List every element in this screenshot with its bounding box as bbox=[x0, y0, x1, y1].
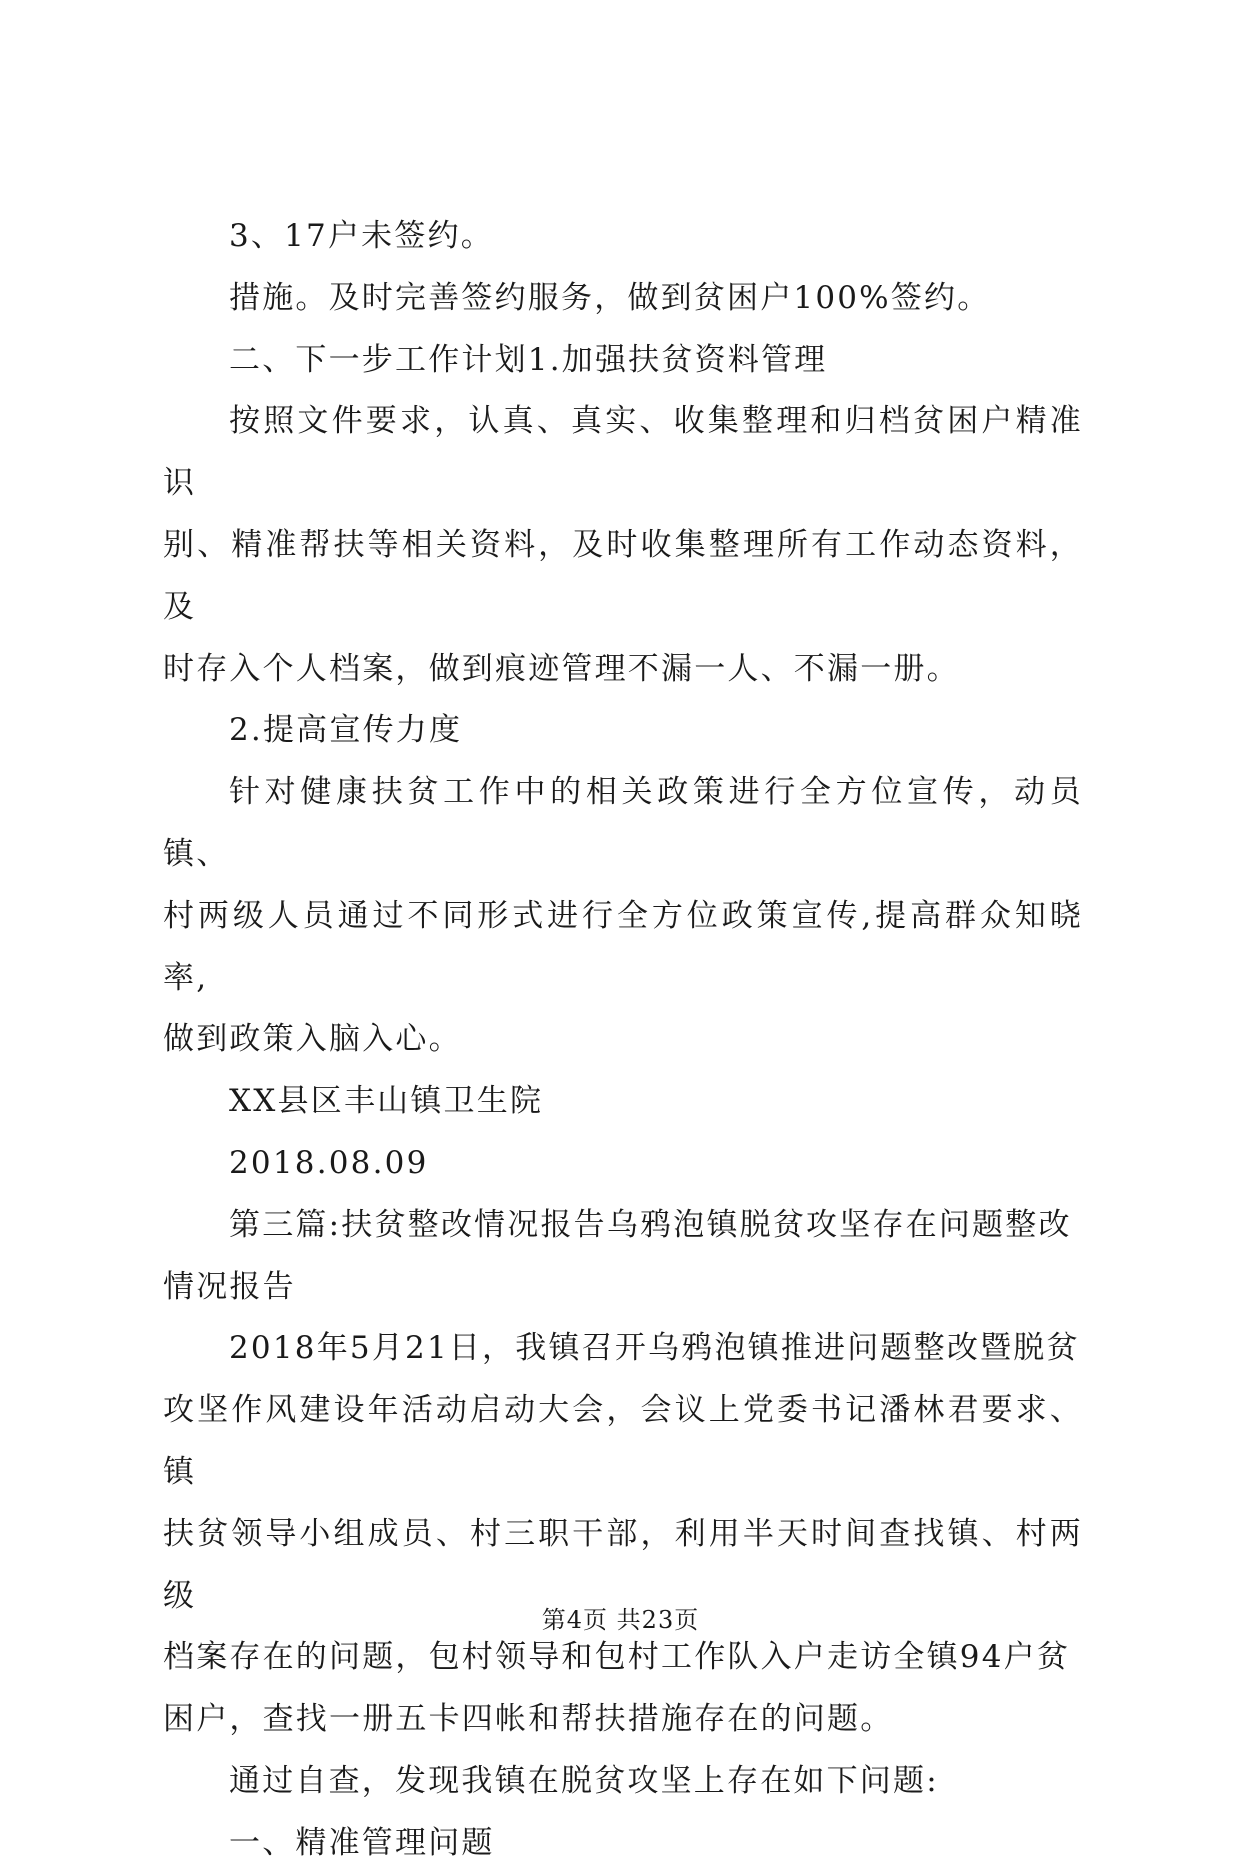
paragraph bbox=[163, 1813, 1083, 1875]
paragraph-line: 村两级人员通过不同形式进行全方位政策宣传,提高群众知晓率, bbox=[163, 897, 1083, 996]
paragraph bbox=[163, 762, 1083, 1071]
paragraph-line: 二、下一步工作计划1.加强扶贫资料管理 bbox=[229, 341, 828, 378]
paragraph-line: 困户，查找一册五卡四帐和帮扶措施存在的问题。 bbox=[163, 1701, 894, 1738]
paragraph-line: 一、精准管理问题 bbox=[229, 1824, 495, 1861]
paragraph-line: 2.提高宣传力度 bbox=[229, 712, 463, 749]
paragraph-line: 措施。及时完善签约服务，做到贫困户100%签约。 bbox=[229, 279, 991, 316]
paragraph bbox=[163, 206, 1083, 268]
paragraph-line: 通过自查，发现我镇在脱贫攻坚上存在如下问题: bbox=[229, 1762, 939, 1799]
paragraph-line: 时存入个人档案，做到痕迹管理不漏一人、不漏一册。 bbox=[163, 650, 960, 687]
paragraph bbox=[163, 1318, 1083, 1751]
paragraph bbox=[163, 268, 1083, 330]
paragraph-line: 情况报告 bbox=[163, 1268, 296, 1305]
paragraph-line: 2018.08.09 bbox=[229, 1144, 429, 1181]
paragraph-line: 针对健康扶贫工作中的相关政策进行全方位宣传，动员镇、 bbox=[163, 774, 1083, 872]
paragraph-line: 按照文件要求，认真、真实、收集整理和归档贫困户精准识 bbox=[163, 403, 1083, 502]
paragraph bbox=[163, 391, 1083, 700]
paragraph-line: 别、精准帮扶等相关资料，及时收集整理所有工作动态资料，及 bbox=[163, 526, 1083, 625]
paragraph bbox=[163, 1751, 1083, 1813]
page-footer: 第4页 共23页 bbox=[541, 1606, 700, 1634]
paragraph-line: 攻坚作风建设年活动启动大会，会议上党委书记潘林君要求、镇 bbox=[163, 1392, 1083, 1490]
paragraph bbox=[163, 700, 1083, 762]
paragraph bbox=[163, 1071, 1083, 1133]
paragraph-line: XX县区丰山镇卫生院 bbox=[229, 1083, 544, 1120]
paragraph-line: 第三篇:扶贫整改情况报告乌鸦泡镇脱贫攻坚存在问题整改 bbox=[229, 1206, 1072, 1243]
paragraph-line: 扶贫领导小组成员、村三职干部，利用半天时间查找镇、村两级 bbox=[163, 1515, 1083, 1614]
paragraph-line: 档案存在的问题，包村领导和包村工作队入户走访全镇94户贫 bbox=[163, 1639, 1071, 1676]
paragraph bbox=[163, 1195, 1083, 1319]
paragraph-line: 做到政策入脑入心。 bbox=[163, 1021, 462, 1058]
paragraph bbox=[163, 330, 1083, 392]
paragraph-line: 2018年5月21日，我镇召开乌鸦泡镇推进问题整改暨脱贫 bbox=[229, 1330, 1080, 1367]
paragraph bbox=[163, 1133, 1083, 1195]
paragraph-line: 3、17户未签约。 bbox=[229, 218, 494, 254]
